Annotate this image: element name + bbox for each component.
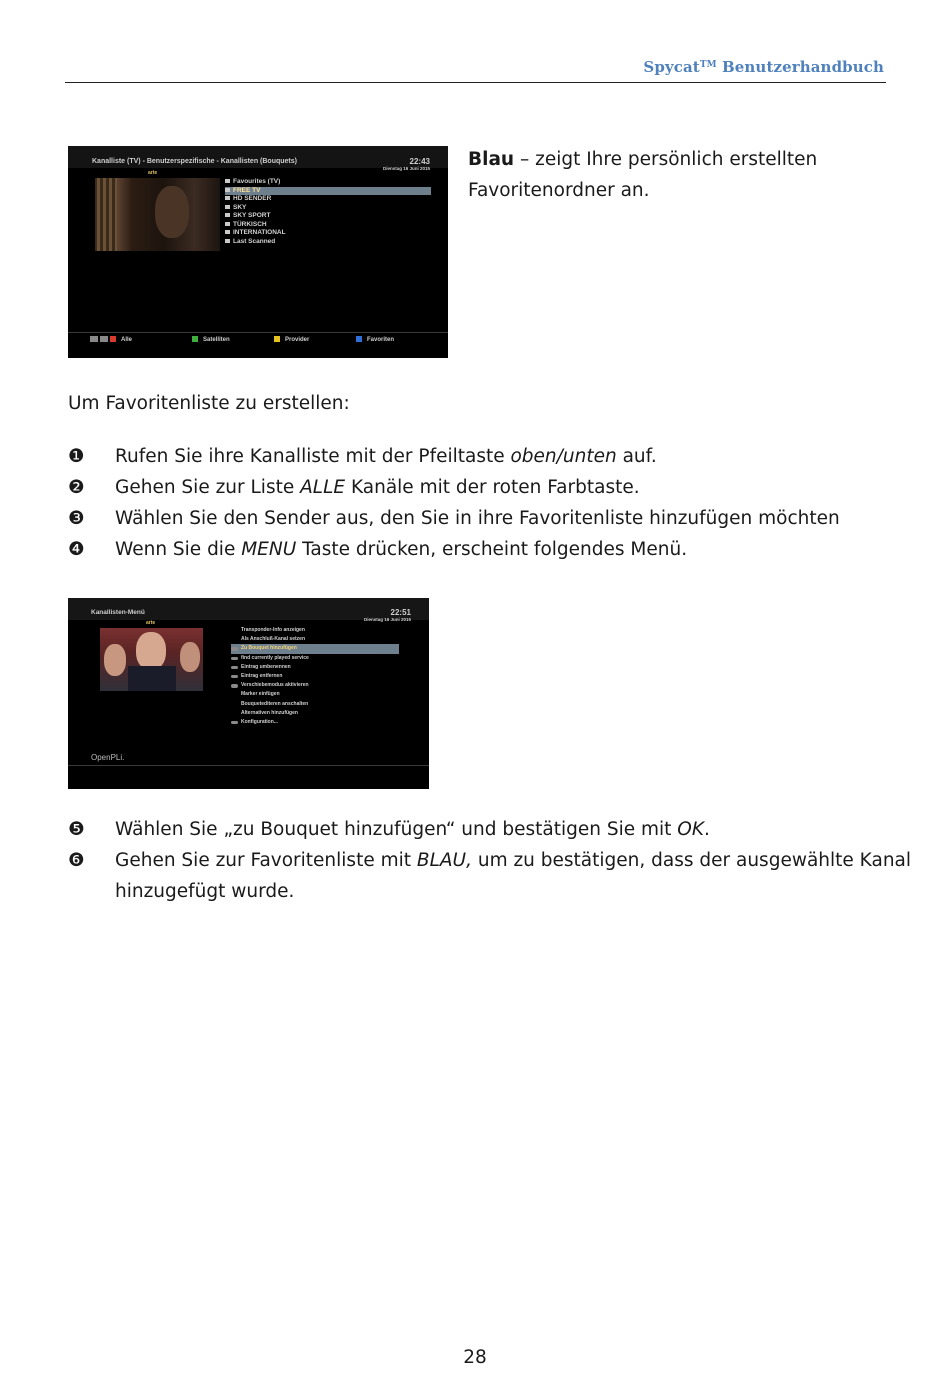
step-number: ❻ [68, 850, 85, 871]
bouquet-item-label: SKY SPORT [233, 212, 271, 219]
header-title-main: Spycat [643, 58, 700, 76]
key-red-label: Alle [121, 337, 133, 343]
step-emphasis: ALLE [300, 477, 346, 498]
key-blue[interactable] [356, 336, 394, 343]
step-text-after: . [704, 819, 710, 840]
yellow-key-icon [274, 336, 280, 342]
bouquet-item[interactable] [225, 212, 431, 221]
bouquet-item-selected[interactable] [225, 187, 431, 196]
step-text: Gehen Sie zur Favoritenliste mit [115, 850, 417, 871]
menu-item-label: Zu Bouquet hinzufügen [241, 645, 297, 652]
screen-clock [364, 609, 411, 622]
footer-divider [68, 332, 448, 333]
folder-icon [225, 196, 230, 200]
key-yellow[interactable] [274, 336, 309, 343]
video-preview [100, 628, 203, 691]
step-number: ❶ [68, 446, 85, 467]
step-text: Wenn Sie die [115, 539, 242, 560]
key-blue-label: Favoriten [367, 337, 395, 343]
menu-item-label: Alternativen hinzufügen [241, 709, 298, 716]
bouquet-item[interactable] [225, 229, 431, 238]
bouquet-item-label: INTERNATIONAL [233, 229, 286, 236]
bouquet-item[interactable] [225, 238, 431, 247]
menu-item[interactable] [231, 718, 399, 727]
menu-item[interactable] [231, 672, 399, 681]
bouquet-item-label: Favourites (TV) [233, 178, 281, 185]
step-text-after: um zu bestätigen, dass der ausgewählte Kanal [471, 850, 912, 871]
context-menu [231, 626, 399, 727]
bouquet-item[interactable] [225, 178, 431, 187]
bouquet-item-label: FREE TV [233, 186, 261, 194]
menu-item[interactable] [231, 709, 399, 718]
bouquet-item-label: Last Scanned [233, 237, 276, 245]
header-trademark: TM [699, 60, 717, 70]
blue-key-icon [356, 336, 362, 342]
menu-item[interactable] [231, 635, 399, 644]
menu-item-label: Als Anschluß-Kanal setzen [241, 636, 305, 643]
button-icon [231, 721, 238, 725]
menu-item-label: Konfiguration... [241, 718, 278, 725]
channel-logo: arte [146, 620, 156, 626]
step-number: ❺ [68, 819, 85, 840]
menu-item[interactable] [231, 663, 399, 672]
blau-text-line2: Favoritenordner an. [468, 180, 650, 201]
step-emphasis: MENU [241, 539, 297, 560]
footer-divider [68, 765, 429, 766]
menu-item-label: Eintrag umbenennen [241, 663, 291, 670]
clock-date: Dienstag 16 Juni 2015 [382, 166, 430, 171]
folder-icon [225, 179, 230, 183]
step-text-line2: hinzugefügt wurde. [115, 881, 295, 902]
button-icon [231, 684, 238, 688]
key-green[interactable] [192, 336, 230, 343]
folder-icon [225, 230, 230, 234]
folder-icon [225, 205, 230, 209]
folder-icon [225, 239, 230, 243]
step-text-after: auf. [616, 446, 657, 467]
screen-clock [383, 158, 430, 171]
green-key-icon [192, 336, 198, 342]
bouquet-item-label: SKY [233, 203, 247, 211]
button-icon [231, 657, 238, 661]
button-icon [90, 336, 98, 342]
blau-text-line1: – zeigt Ihre persönlich erstellten [514, 149, 818, 170]
step-number: ❸ [68, 508, 85, 529]
step-text-after: Taste drücken, erscheint folgendes Menü. [296, 539, 688, 560]
screen-title: Kanallisten-Menü [91, 609, 145, 616]
menu-item[interactable] [231, 700, 399, 709]
video-preview [95, 178, 220, 251]
menu-item[interactable] [231, 690, 399, 699]
key-yellow-label: Provider [285, 337, 310, 343]
screen-title: Kanalliste (TV) - Benutzerspezifische - Kanallisten (Bouquets) [92, 158, 297, 165]
menu-item-label: Marker einfügen [241, 691, 280, 698]
menu-item-label: find currently played service [241, 654, 309, 661]
clock-time: 22:51 [390, 608, 411, 617]
bouquet-item[interactable] [225, 195, 431, 204]
step-number: ❷ [68, 477, 85, 498]
openpli-logo: OpenPLi. [91, 753, 125, 762]
step-text: Wählen Sie den Sender aus, den Sie in ihre Favoritenliste hinzufügen möchten [115, 508, 840, 529]
key-green-label: Satelliten [203, 337, 230, 343]
page-number: 28 [463, 1347, 487, 1368]
folder-icon [225, 188, 230, 192]
step-text-after: Kanäle mit der roten Farbtaste. [345, 477, 640, 498]
step-text: Wählen Sie „zu Bouquet hinzufügen“ und bestätigen Sie mit [115, 819, 678, 840]
folder-icon [225, 213, 230, 217]
button-icon [100, 336, 108, 342]
menu-item[interactable] [231, 681, 399, 690]
header-title-rest: Benutzerhandbuch [716, 58, 884, 76]
step-emphasis: BLAU, [416, 850, 472, 871]
step-emphasis: OK [677, 819, 704, 840]
menu-item[interactable] [231, 654, 399, 663]
key-red[interactable] [90, 336, 132, 343]
menu-item[interactable] [231, 626, 399, 635]
menu-item-label: Transponder-Info anzeigen [241, 627, 305, 633]
step-text: Gehen Sie zur Liste [115, 477, 301, 498]
red-key-icon [110, 336, 116, 342]
button-icon [231, 675, 238, 679]
folder-icon [225, 222, 230, 226]
bouquet-item-label: HD SENDER [233, 195, 272, 202]
bouquet-item[interactable] [225, 221, 431, 230]
step-emphasis: oben/unten [510, 446, 617, 467]
menu-item-label: Verschiebemodus aktivieren [241, 682, 309, 689]
blau-term: Blau [468, 149, 515, 170]
channel-logo: arte [148, 170, 158, 176]
menu-item-selected[interactable] [231, 644, 399, 653]
channel-menu-screenshot [68, 598, 429, 789]
bouquet-item[interactable] [225, 204, 431, 213]
menu-item-label: Eintrag entfernen [241, 672, 283, 679]
channel-list-screenshot [68, 146, 448, 358]
step-number: ❹ [68, 539, 85, 560]
clock-time: 22:43 [409, 157, 430, 166]
blau-description [468, 144, 888, 206]
button-icon [231, 666, 238, 670]
step-text: Rufen Sie ihre Kanalliste mit der Pfeiltaste [115, 446, 511, 467]
running-header [643, 58, 884, 76]
intro-text: Um Favoritenliste zu erstellen: [68, 393, 350, 414]
header-rule [65, 82, 886, 83]
bouquet-list [225, 178, 431, 246]
button-icon [231, 647, 238, 651]
bouquet-item-label: TÜRKISCH [233, 220, 267, 228]
menu-item-label: Bouquetediteren anschalten [241, 700, 309, 707]
clock-date: Dienstag 16 Juni 2015 [363, 617, 411, 622]
